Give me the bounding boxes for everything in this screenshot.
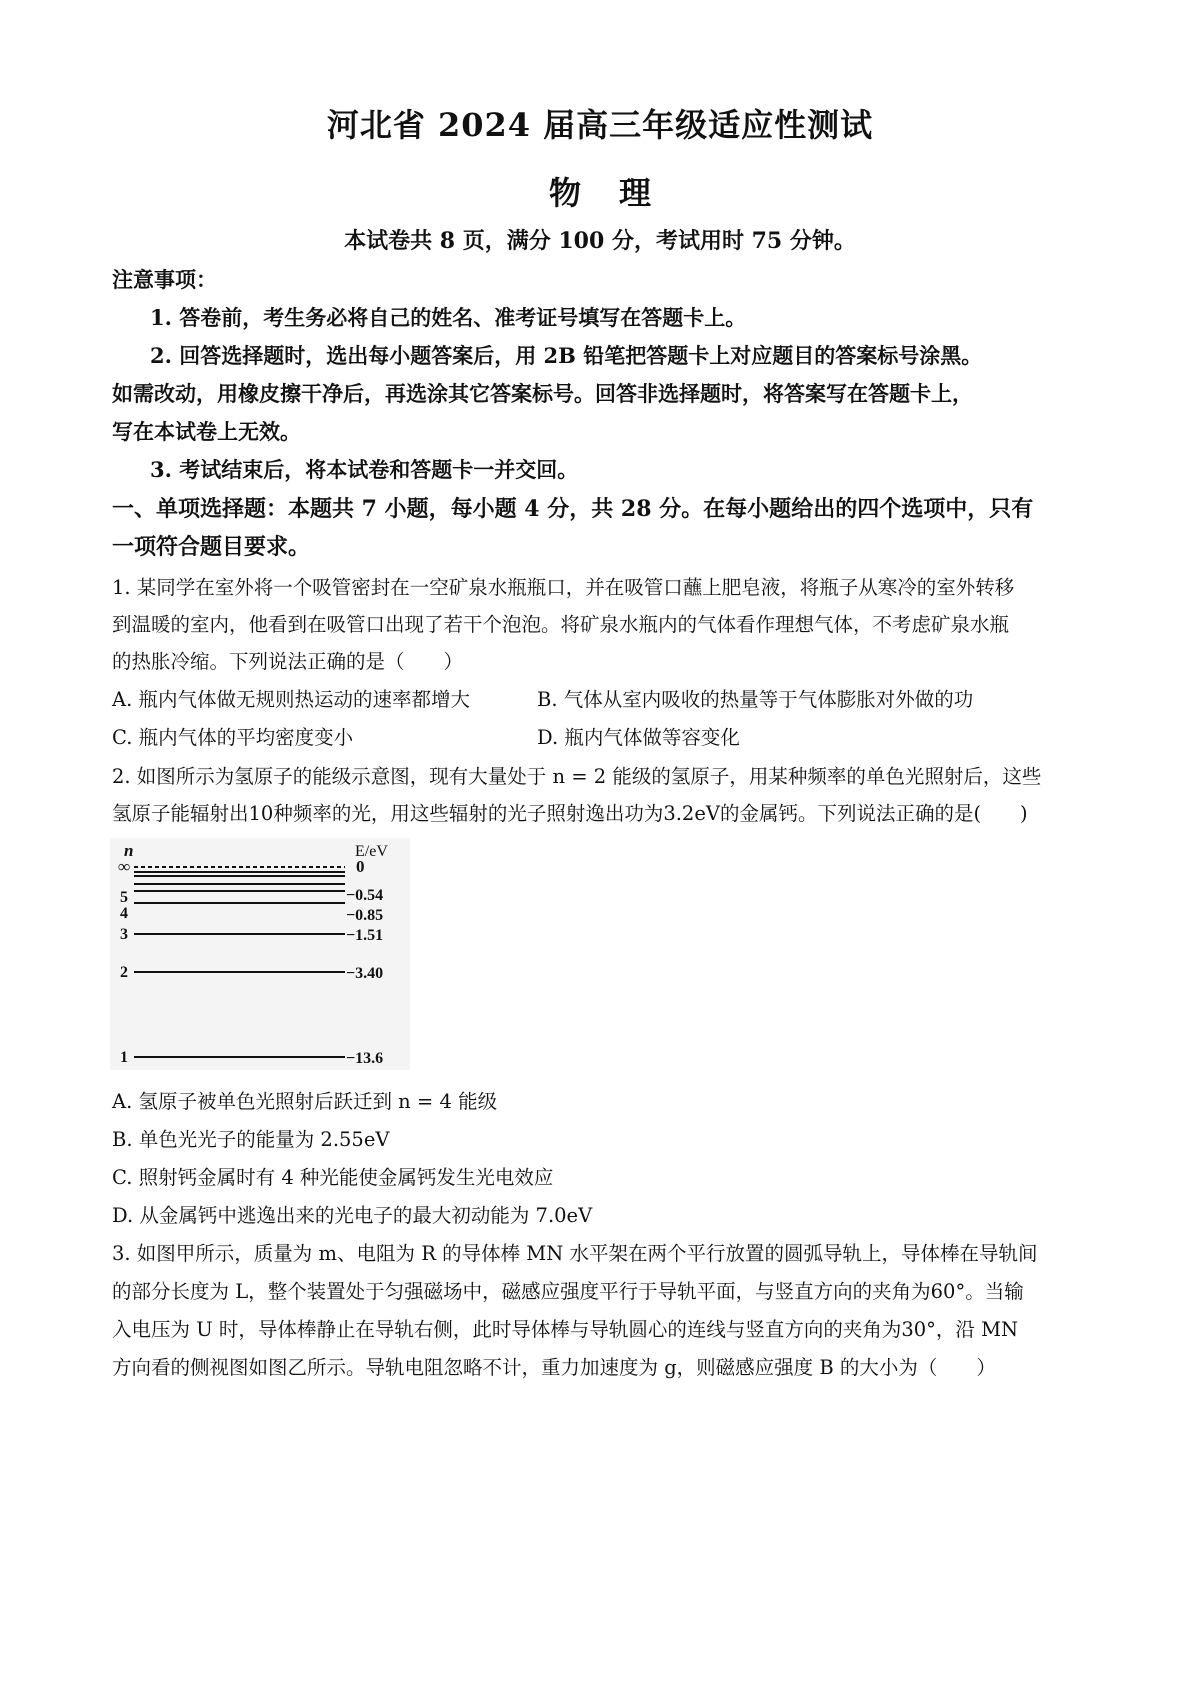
notice-item-1: 1. 答卷前，考生务必将自己的姓名、准考证号填写在答题卡上。 [150, 305, 747, 330]
notice-item-3: 3. 考试结束后，将本试卷和答题卡一并交回。 [150, 457, 579, 482]
q2-option-c: C. 照射钙金属时有 4 种光能使金属钙发生光电效应 [112, 1166, 554, 1189]
q3-line-3: 入电压为 U 时，导体棒静止在导轨右侧，此时导体棒与导轨圆心的连线与竖直方向的夹角为30°，沿 MN [112, 1318, 1019, 1341]
q2-option-b: B. 单色光光子的能量为 2.55eV [112, 1128, 390, 1151]
energy-level-svg [110, 838, 410, 1070]
q3-line-2: 的部分长度为 L，整个装置处于匀强磁场中，磁感应强度平行于导轨平面，与竖直方向的夹角为60°。当输 [112, 1280, 1024, 1303]
level-n-4: 4 [120, 905, 128, 922]
section-heading-line-1: 一、单项选择题：本题共 7 小题，每小题 4 分，共 28 分。在每小题给出的四个选项中，只有 [112, 496, 1034, 522]
exam-info: 本试卷共 8 页，满分 100 分，考试用时 75 分钟。 [344, 228, 856, 254]
level-e-5: −0.54 [346, 887, 384, 904]
level-n-5: 5 [120, 889, 128, 906]
q1-option-b: B. 气体从室内吸收的热量等于气体膨胀对外做的功 [537, 688, 974, 711]
exam-title: 河北省 2024 届高三年级适应性测试 [326, 106, 874, 144]
level-e-1: −13.6 [346, 1050, 384, 1067]
notice-item-2-line-3: 写在本试卷上无效。 [112, 419, 301, 444]
level-n-1: 1 [120, 1049, 128, 1066]
section-heading-line-2: 一项符合题目要求。 [112, 534, 311, 560]
q1-option-c: C. 瓶内气体的平均密度变小 [112, 726, 354, 749]
level-n-3: 3 [120, 926, 128, 943]
level-e-2: −3.40 [346, 965, 384, 982]
q2-line-2: 氢原子能辐射出10种频率的光，用这些辐射的光子照射逸出功为3.2eV的金属钙。下列说法正确的是( ) [112, 802, 1028, 825]
q1-option-d: D. 瓶内气体做等容变化 [537, 726, 740, 749]
energy-level-diagram [110, 838, 410, 1070]
notice-heading: 注意事项： [112, 267, 217, 292]
q2-line-1: 2. 如图所示为氢原子的能级示意图，现有大量处于 n = 2 能级的氢原子，用某种频率的单色光照射后，这些 [112, 765, 1042, 788]
notice-item-2-line-1: 2. 回答选择题时，选出每小题答案后，用 2B 铅笔把答题卡上对应题目的答案标号涂黑。 [150, 343, 983, 368]
notice-item-2-line-2: 如需改动，用橡皮擦干净后，再选涂其它答案标号。回答非选择题时，将答案写在答题卡上， [112, 381, 973, 406]
e-axis-label: E/eV [355, 843, 388, 860]
level-e-4: −0.85 [346, 907, 384, 924]
level-e-inf: 0 [356, 857, 365, 876]
level-n-2: 2 [120, 964, 128, 981]
q1-option-a: A. 瓶内气体做无规则热运动的速率都增大 [112, 688, 470, 711]
level-e-3: −1.51 [346, 927, 384, 944]
n-axis-label: n [124, 841, 134, 860]
level-n-inf: ∞ [118, 857, 131, 876]
subject-title: 物理 [548, 174, 689, 212]
q2-option-a: A. 氢原子被单色光照射后跃迁到 n = 4 能级 [112, 1090, 498, 1113]
q3-line-4: 方向看的侧视图如图乙所示。导轨电阻忽略不计，重力加速度为 g，则磁感应强度 B 的大小为（ ） [112, 1356, 996, 1379]
q3-line-1: 3. 如图甲所示，质量为 m、电阻为 R 的导体棒 MN 水平架在两个平行放置的圆弧导轨上，导体棒在导轨间 [112, 1242, 1038, 1265]
q1-line-2: 到温暖的室内，他看到在吸管口出现了若干个泡泡。将矿泉水瓶内的气体看作理想气体，不考虑矿泉水瓶 [112, 613, 1010, 636]
q2-option-d: D. 从金属钙中逃逸出来的光电子的最大初动能为 7.0eV [112, 1204, 593, 1227]
q1-line-3: 的热胀冷缩。下列说法正确的是（ ） [112, 650, 464, 673]
q1-line-1: 1. 某同学在室外将一个吸管密封在一空矿泉水瓶瓶口，并在吸管口蘸上肥皂液，将瓶子从寒冷的室外转移 [112, 576, 1015, 599]
